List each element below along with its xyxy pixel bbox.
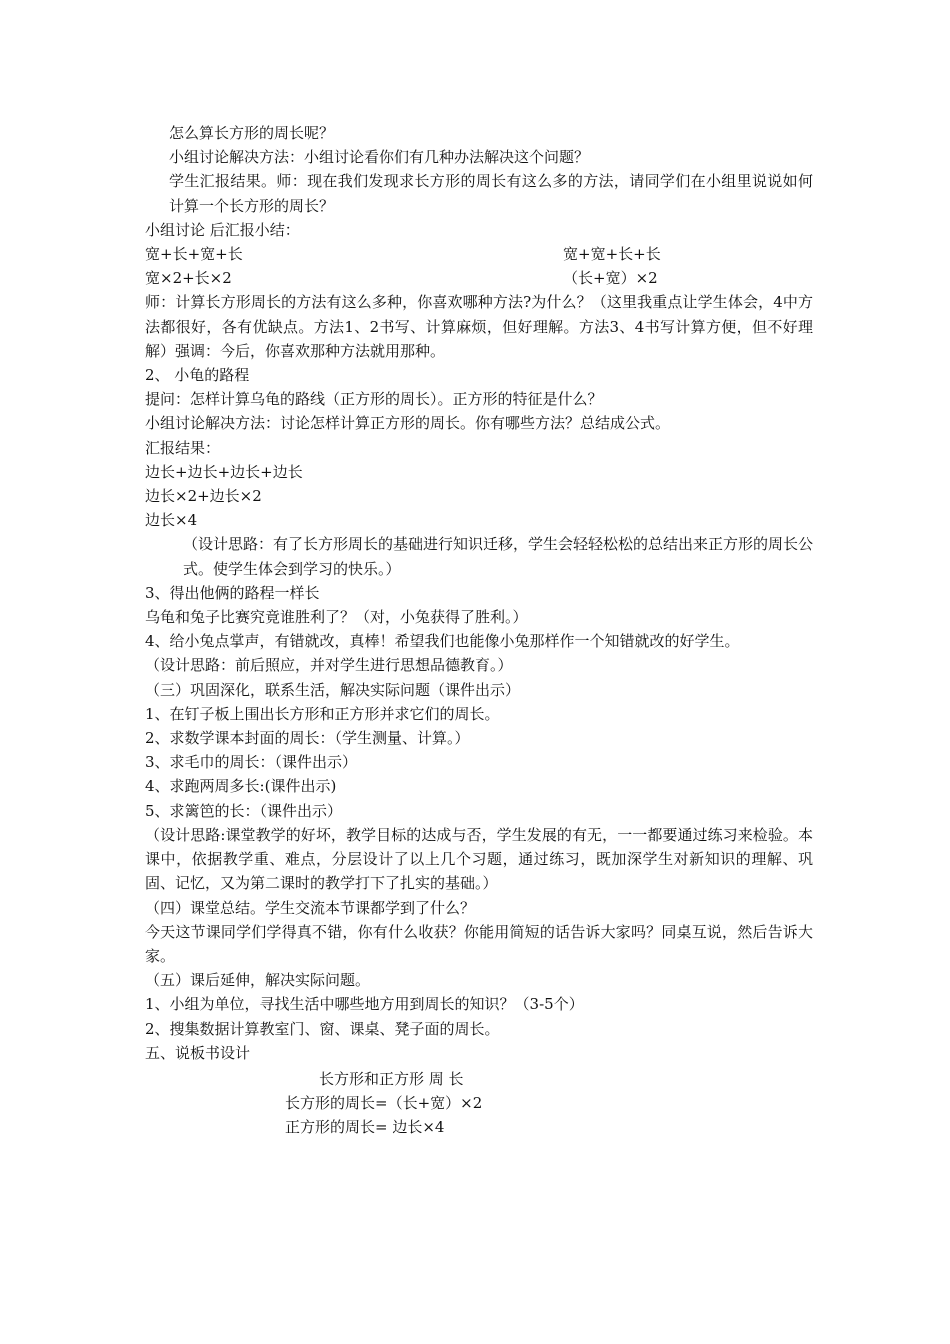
section-heading: （五）课后延伸，解决实际问题。 <box>145 971 371 990</box>
section-heading: （三）巩固深化，联系生活，解决实际问题（课件出示） <box>145 680 521 699</box>
design-note: （设计思路：前后照应，并对学生进行思想品德教育。） <box>145 656 513 675</box>
paragraph: 乌龟和兔子比赛究竟谁胜利了？（对，小兔获得了胜利。） <box>145 608 528 627</box>
paragraph: 学生汇报结果。师：现在我们发现求长方形的周长有这么多的方法，请同学们在小组里说说如何计算一个长方形的周长？ <box>169 172 813 215</box>
paragraph: 小组讨论 后汇报小结： <box>145 220 300 239</box>
paragraph: 小组讨论解决方法：小组讨论看你们有几种办法解决这个问题？ <box>169 148 590 167</box>
document-body <box>145 121 813 1137</box>
paragraph: 小组讨论解决方法：讨论怎样计算正方形的周长。你有哪些方法？总结成公式。 <box>145 414 671 433</box>
paragraph: 2、搜集数据计算教室门、窗、课桌、凳子面的周长。 <box>145 1019 500 1038</box>
design-note: （设计思路:课堂教学的好坏，教学目标的达成与否，学生发展的有无，一一都要通过练习来检验。本课中，依据教学重、难点，分层设计了以上几个习题，通过练习，既加深学生对新知识的理解、巩固、记忆，又为第二课时的教学打下了扎实的基础。） <box>145 825 813 893</box>
paragraph: 1、小组为单位，寻找生活中哪些地方用到周长的知识？（3-5个） <box>145 995 584 1014</box>
exercise-item: 5、求篱笆的长：（课件出示） <box>145 801 343 820</box>
blackboard-design <box>145 1065 813 1137</box>
board-rect-formula: 长方形的周长=（长+宽）×2 <box>285 1093 483 1112</box>
formula: 边长×4 <box>145 511 198 530</box>
exercise-item: 4、求跑两周多长:(课件出示) <box>145 777 337 796</box>
paragraph: 今天这节课同学们学得真不错，你有什么收获？你能用简短的话告诉大家吗？同桌互说，然后告诉大家。 <box>145 922 813 965</box>
exercise-item: 1、在钉子板上围出长方形和正方形并求它们的周长。 <box>145 704 500 723</box>
paragraph: 汇报结果： <box>145 438 221 457</box>
section-heading: （四）课堂总结。学生交流本节课都学到了什么？ <box>145 898 476 917</box>
paragraph: 师：计算长方形周长的方法有这么多种，你喜欢哪种方法?为什么？（这里我重点让学生体会，4中方法都很好，各有优缺点。方法1、2书写、计算麻烦，但好理解。方法3、4书写计算方便，但不好理解）强调：今后，你喜欢那种方法就用那种。 <box>145 293 813 360</box>
section-heading: 2、 小龟的路程 <box>145 366 250 385</box>
board-square-formula: 正方形的周长= 边长×4 <box>285 1117 445 1136</box>
section-heading: 3、得出他俩的路程一样长 <box>145 583 320 602</box>
formula: 边长+边长+边长+边长 <box>145 462 303 481</box>
formula: 宽+长+宽+长 <box>145 245 243 264</box>
formula: 宽×2+长×2 <box>145 269 232 288</box>
paragraph: 提问：怎样计算乌龟的路线（正方形的周长）。正方形的特征是什么？ <box>145 390 603 409</box>
board-title: 长方形和正方形 周 长 <box>319 1069 464 1088</box>
design-note: （设计思路：有了长方形周长的基础进行知识迁移，学生会轻轻松松的总结出来正方形的周长公式。使学生体会到学习的快乐。） <box>183 535 814 578</box>
exercise-item: 3、求毛巾的周长：（课件出示） <box>145 753 358 772</box>
paragraph: 怎么算长方形的周长呢？ <box>169 124 335 142</box>
formula: 边长×2+边长×2 <box>145 487 262 506</box>
formula: 宽+宽+长+长 <box>563 245 661 264</box>
formula: （长+宽）×2 <box>563 269 658 288</box>
formula-row <box>145 242 813 266</box>
section-heading: 五、说板书设计 <box>145 1043 251 1062</box>
paragraph: 4、给小兔点掌声，有错就改，真棒！希望我们也能像小兔那样作一个知错就改的好学生。 <box>145 632 740 651</box>
exercise-item: 2、求数学课本封面的周长：（学生测量、计算。） <box>145 729 470 748</box>
formula-row <box>145 266 813 290</box>
